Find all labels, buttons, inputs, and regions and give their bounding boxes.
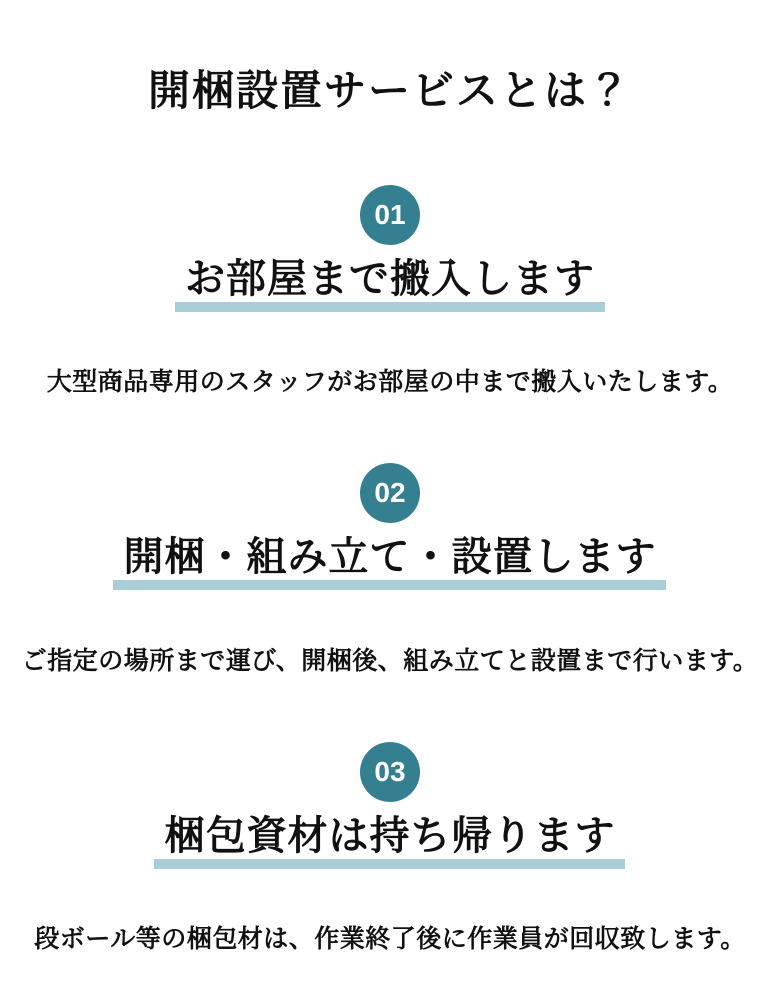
page-title: 開梱設置サービスとは？ (147, 67, 632, 115)
step-2-heading: 開梱・組み立て・設置します (113, 536, 666, 590)
step-3-description: 段ボール等の梱包材は、作業終了後に作業員が回収致します。 (34, 925, 746, 954)
step-1-description: 大型商品専用のスタッフがお部屋の中まで搬入いたします。 (46, 367, 734, 396)
step-2 (22, 423, 759, 702)
step-3-heading: 梱包資材は持ち帰ります (154, 815, 625, 869)
step-1 (47, 145, 734, 424)
step-1-number-badge: 01 (360, 185, 420, 245)
step-1-heading: お部屋まで搬入します (175, 258, 605, 312)
step-2-number-badge: 02 (360, 463, 420, 523)
step-3 (34, 702, 746, 981)
step-2-description: ご指定の場所まで運び、開梱後、組み立てと設置まで行います。 (21, 646, 759, 675)
step-3-number-badge: 03 (360, 742, 420, 802)
